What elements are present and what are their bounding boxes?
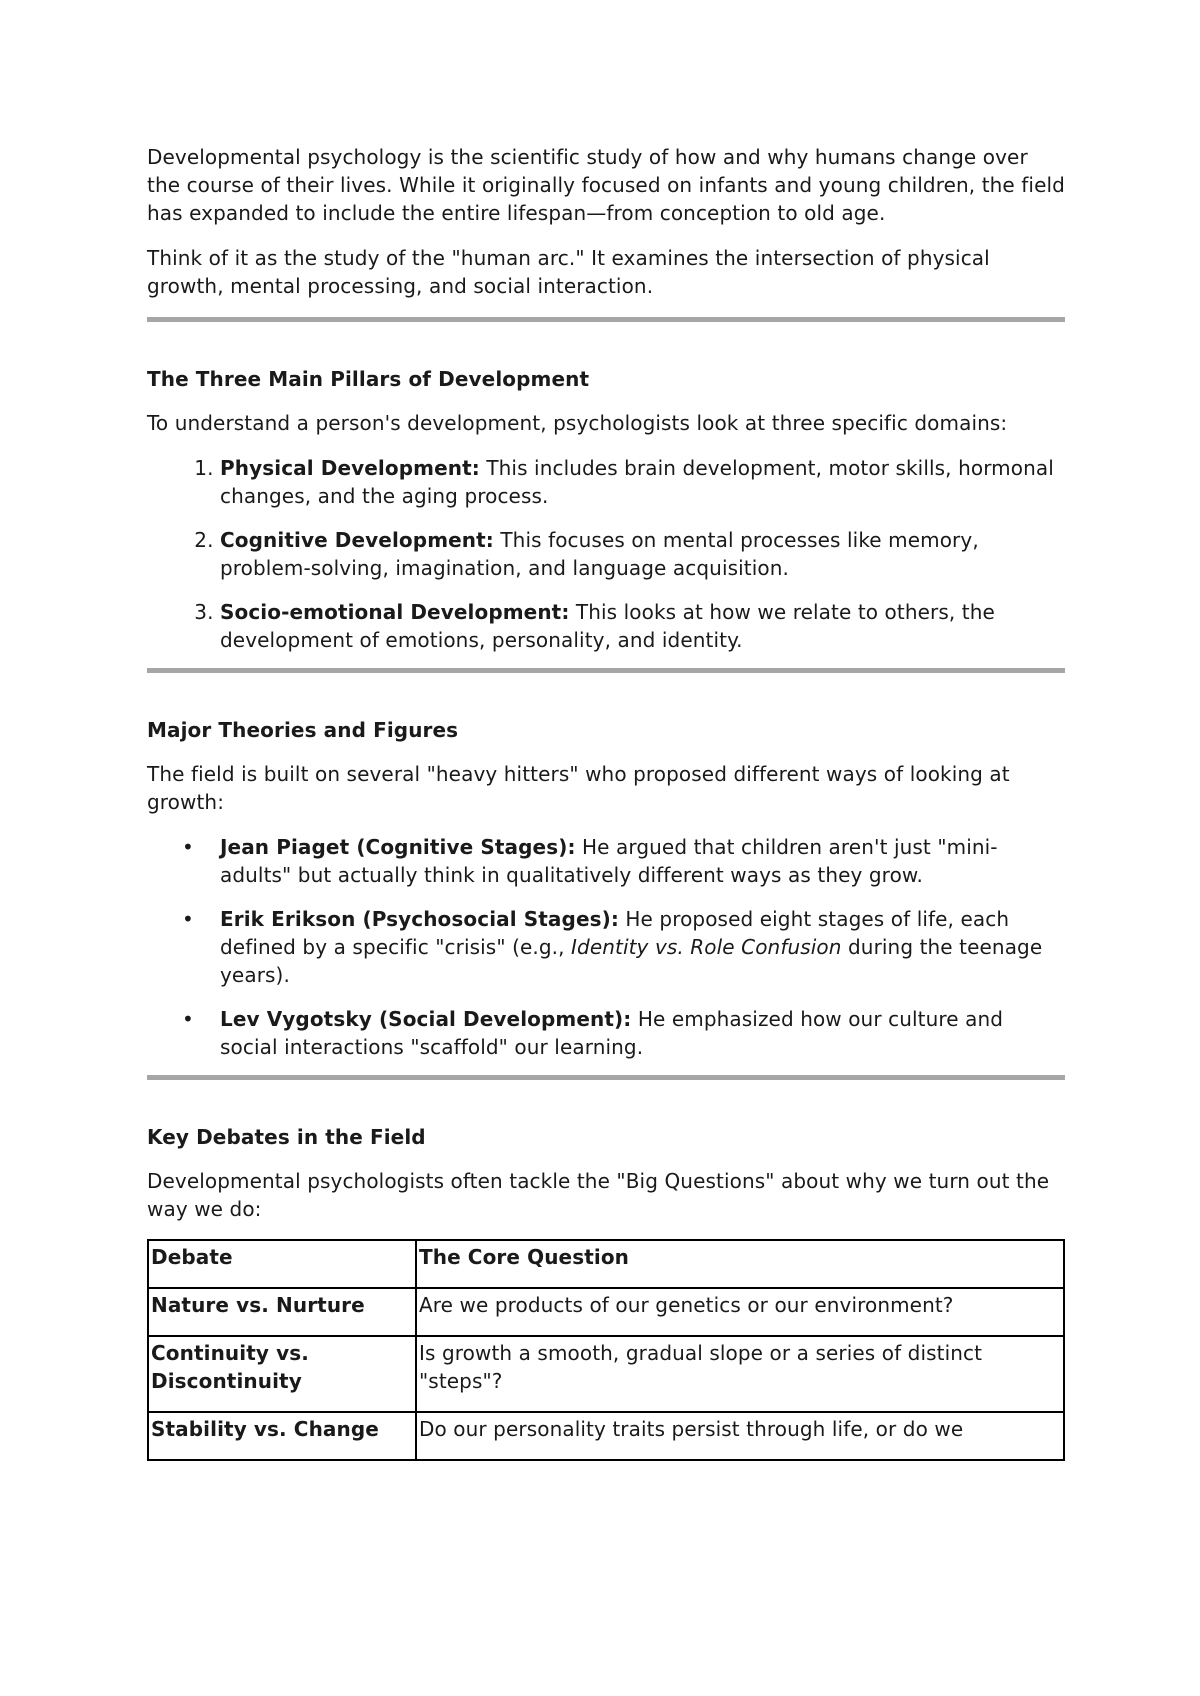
theory-item xyxy=(182,1005,1065,1061)
debates-lead: Developmental psychologists often tackle the "Big Questions" about why we turn out the way we do: xyxy=(147,1169,1050,1221)
section-divider xyxy=(147,1075,1065,1080)
table-cell-debate: Stability vs. Change xyxy=(148,1412,416,1460)
pillar-text: This focuses on mental processes like memory, problem-solving, imagination, and language acquisition. xyxy=(220,528,979,580)
theory-text: He emphasized how our culture and social interactions "scaffold" our learning. xyxy=(220,1007,1004,1059)
theories-list xyxy=(147,833,1065,1061)
pillar-term: Cognitive Development: xyxy=(220,528,494,552)
pillars-list xyxy=(147,454,1065,654)
table-row xyxy=(148,1412,1064,1460)
theory-item xyxy=(182,905,1065,989)
table-row xyxy=(148,1288,1064,1336)
table-row xyxy=(148,1336,1064,1412)
document-page xyxy=(147,143,1065,1461)
pillars-lead: To understand a person's development, psychologists look at three specific domains: xyxy=(147,411,1008,435)
table-cell-question: Do our personality traits persist through life, or do we xyxy=(416,1412,1064,1460)
table-header-cell: The Core Question xyxy=(416,1240,1064,1288)
table-cell-question: Are we products of our genetics or our environment? xyxy=(416,1288,1064,1336)
theories-lead: The field is built on several "heavy hitters" who proposed different ways of looking at growth: xyxy=(147,762,1010,814)
pillar-text: This looks at how we relate to others, the development of emotions, personality, and identity. xyxy=(220,600,995,652)
bullet-icon: • xyxy=(182,907,194,931)
theory-italic: Identity vs. Role Confusion xyxy=(571,935,842,959)
pillar-text: This includes brain development, motor skills, hormonal changes, and the aging process. xyxy=(220,456,1054,508)
theory-term: Jean Piaget (Cognitive Stages): xyxy=(220,835,576,859)
table-cell-debate: Continuity vs. Discontinuity xyxy=(148,1336,416,1412)
section-divider xyxy=(147,317,1065,322)
pillar-item xyxy=(220,526,1065,582)
pillar-term: Physical Development: xyxy=(220,456,480,480)
theory-term: Lev Vygotsky (Social Development): xyxy=(220,1007,632,1031)
theory-item xyxy=(182,833,1065,889)
intro-paragraph-2: Think of it as the study of the "human arc." It examines the intersection of physical growth, mental processing, and social interaction. xyxy=(147,246,990,298)
theory-text: He proposed eight stages of life, each defined by a specific "crisis" (e.g., xyxy=(220,907,1010,959)
pillars-heading: The Three Main Pillars of Development xyxy=(147,367,590,391)
table-cell-debate: Nature vs. Nurture xyxy=(148,1288,416,1336)
theory-text: He argued that children aren't just "mini-adults" but actually think in qualitatively different ways as they grow. xyxy=(220,835,998,887)
theories-heading: Major Theories and Figures xyxy=(147,718,459,742)
section-divider xyxy=(147,668,1065,673)
pillar-term: Socio-emotional Development: xyxy=(220,600,570,624)
bullet-icon: • xyxy=(182,1007,194,1031)
debates-heading: Key Debates in the Field xyxy=(147,1125,426,1149)
pillar-item xyxy=(220,454,1065,510)
table-header-cell: Debate xyxy=(148,1240,416,1288)
table-header-row xyxy=(148,1240,1064,1288)
debates-table xyxy=(147,1239,1065,1461)
theory-term: Erik Erikson (Psychosocial Stages): xyxy=(220,907,619,931)
theory-text: during the teenage years). xyxy=(220,935,1043,987)
table-cell-question: Is growth a smooth, gradual slope or a series of distinct "steps"? xyxy=(416,1336,1064,1412)
bullet-icon: • xyxy=(182,835,194,859)
pillar-item xyxy=(220,598,1065,654)
intro-paragraph-1: Developmental psychology is the scientific study of how and why humans change over the course of their lives. While it originally focused on infants and young children, the field has expanded to include the entire lifespan—from conception to old age. xyxy=(147,145,1065,225)
